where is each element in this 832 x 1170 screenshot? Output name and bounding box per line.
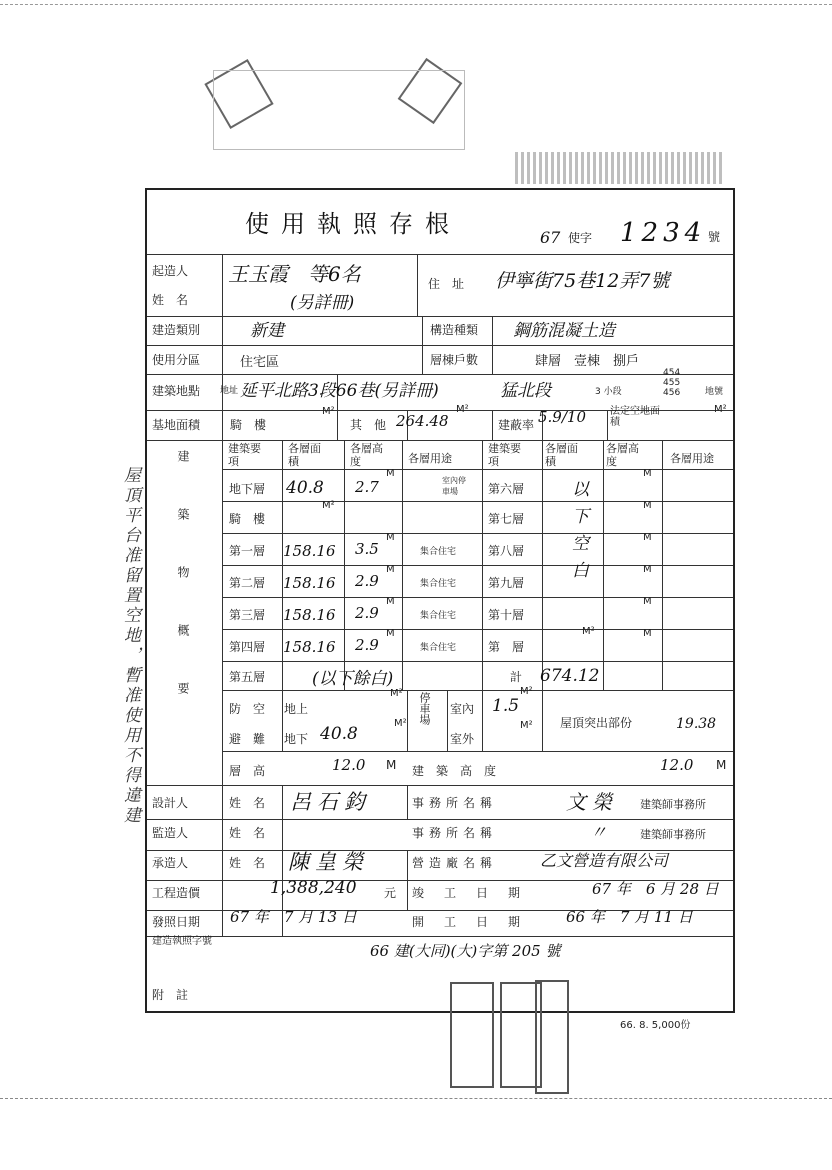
site-address-label: 地址 bbox=[220, 386, 239, 396]
floor-unit-m-right: M bbox=[643, 564, 652, 575]
floor-height-label: 層 高 bbox=[229, 764, 266, 778]
floor-row-area: (以下餘白) bbox=[312, 669, 394, 689]
type-value: 新建 bbox=[250, 321, 284, 341]
side-char: 要 bbox=[176, 682, 190, 740]
approval-stamp-right bbox=[535, 980, 569, 1094]
shelter-label: 防 空 bbox=[229, 702, 266, 716]
permit-number-prefix: 67 bbox=[540, 228, 561, 247]
floor-row-area: 158.16 bbox=[283, 638, 336, 656]
floor-row-area: 40.8 bbox=[286, 478, 324, 498]
arcade-unit: M² bbox=[322, 406, 335, 417]
floor-unit-m2: M² bbox=[322, 500, 335, 511]
evacuation-label: 避 難 bbox=[229, 732, 266, 746]
builder-name-label: 姓 名 bbox=[152, 293, 189, 307]
other-label: 其 他 bbox=[350, 418, 387, 432]
roof-label: 屋頂突出部份 bbox=[560, 716, 633, 730]
structure-label: 構造種類 bbox=[430, 323, 479, 337]
col-use-header: 各層用途 bbox=[408, 452, 452, 465]
issue-date-label: 發照日期 bbox=[152, 915, 201, 929]
site-lot-small: 3 小段 bbox=[595, 387, 622, 397]
permit-number-suffix: 號 bbox=[708, 230, 721, 244]
floor-row-name: 第三層 bbox=[229, 608, 266, 622]
coverage-label: 建蔽率 bbox=[498, 418, 535, 432]
other-unit: M² bbox=[456, 404, 469, 415]
shelter-below-unit: M² bbox=[394, 718, 407, 729]
side-char: 築 bbox=[176, 508, 190, 566]
other-value: 264.48 bbox=[396, 412, 449, 430]
shelter-below-value: 40.8 bbox=[320, 724, 358, 744]
supervisor-office-label: 事務所名稱 bbox=[412, 826, 498, 840]
indoor-unit: M² bbox=[520, 686, 533, 697]
floor-unit-m-right: M bbox=[643, 500, 652, 511]
building-height-value: 12.0 bbox=[660, 756, 694, 774]
arcade-label: 騎 樓 bbox=[230, 418, 267, 432]
floor-unit-m-right: M bbox=[643, 532, 652, 543]
floor-unit-m: M bbox=[386, 596, 395, 607]
site-lot-area: 猛北段 bbox=[500, 381, 551, 401]
print-note: 66. 8. 5,000份 bbox=[620, 1020, 691, 1031]
designer-office-suffix: 建築師事務所 bbox=[640, 798, 706, 811]
cost-label: 工程造價 bbox=[152, 886, 201, 900]
floor-row-height: 2.9 bbox=[355, 572, 379, 590]
permit-number: 1234 bbox=[620, 218, 707, 248]
floor-height-unit: M bbox=[386, 758, 397, 772]
right-blank-note: 以下空白 bbox=[568, 480, 588, 588]
designer-name: 呂石鈞 bbox=[290, 790, 371, 814]
indoor-value: 1.5 bbox=[492, 696, 520, 716]
col-item-header: 建築要項 bbox=[228, 442, 261, 468]
designer-label: 設計人 bbox=[152, 796, 189, 810]
floor-unit-m: M bbox=[386, 564, 395, 575]
permit-label: 建造執照字號 bbox=[152, 936, 212, 947]
side-char: 概 bbox=[176, 624, 190, 682]
col-area-header-right: 各層面積 bbox=[545, 442, 578, 468]
floor-row-height: 2.9 bbox=[355, 604, 379, 622]
floor-row-name: 第六層 bbox=[488, 482, 525, 496]
designer-office: 文榮 bbox=[566, 790, 618, 814]
floor-unit-m: M bbox=[386, 468, 395, 479]
parking-label: 停車場 bbox=[418, 692, 431, 725]
floor-row-area: 158.16 bbox=[283, 574, 336, 592]
coverage-value: 5.9/10 bbox=[538, 408, 586, 426]
indoor-label: 室內 bbox=[450, 702, 475, 716]
shelter-above-unit: M² bbox=[390, 688, 403, 699]
notes-label: 附 註 bbox=[152, 988, 189, 1002]
floor-row-use: 室內停車場 bbox=[442, 476, 466, 496]
outdoor-label: 室外 bbox=[450, 732, 475, 746]
company-value: 乙文營造有限公司 bbox=[540, 851, 669, 870]
shelter-above-label: 地上 bbox=[284, 702, 309, 716]
issue-date-value: 67 年 7 月 13 日 bbox=[230, 908, 357, 926]
address-label: 住 址 bbox=[428, 277, 465, 291]
floor-unit-m: M bbox=[386, 532, 395, 543]
outdoor-unit: M² bbox=[520, 720, 533, 731]
type-label: 建造類別 bbox=[152, 323, 201, 337]
floors-label: 層棟戶數 bbox=[430, 353, 479, 367]
floor-row-name: 第十層 bbox=[488, 608, 525, 622]
site-area-label: 基地面積 bbox=[152, 418, 201, 432]
start-date-value: 66 年 7 月 11 日 bbox=[566, 908, 693, 926]
builder-value: 王玉霞 等6名 bbox=[228, 262, 361, 286]
legal-open-area-unit: M² bbox=[714, 404, 727, 415]
floor-row-name: 第四層 bbox=[229, 640, 266, 654]
contractor-label: 承造人 bbox=[152, 856, 189, 870]
building-height-unit: M bbox=[716, 758, 727, 772]
designer-office-label: 事務所名稱 bbox=[412, 796, 498, 810]
roof-value: 19.38 bbox=[676, 716, 717, 732]
contractor-name: 陳皇榮 bbox=[288, 850, 369, 874]
legal-open-area-label: 法定空地面積 bbox=[610, 406, 660, 428]
permit-value: 66 建(大同)(大)字第 205 號 bbox=[370, 942, 561, 960]
builder-value-note: (另詳冊) bbox=[290, 293, 355, 313]
floor-unit-m2-right: M² bbox=[582, 626, 595, 637]
floors-value: 肆層 壹棟 捌戶 bbox=[535, 354, 640, 369]
site-lot-numbers: 454 455 456 bbox=[663, 368, 681, 398]
floor-row-name: 計 bbox=[510, 670, 523, 684]
margin-note: 屋頂平台准留置空地，暫准使用不得違建 bbox=[120, 466, 140, 826]
floor-row-use: 集合住宅 bbox=[420, 643, 457, 653]
floor-row-area: 158.16 bbox=[283, 606, 336, 624]
floor-row-use: 集合住宅 bbox=[420, 611, 457, 621]
floor-row-name: 第七層 bbox=[488, 512, 525, 526]
floor-unit-m-right: M bbox=[643, 596, 652, 607]
col-area-header: 各層面積 bbox=[288, 442, 321, 468]
floor-unit-m-right: M bbox=[643, 628, 652, 639]
side-char: 建 bbox=[176, 450, 190, 508]
contractor-name-label: 姓 名 bbox=[229, 856, 266, 870]
floor-unit-m-right: M bbox=[643, 468, 652, 479]
col-height-header: 各層高度 bbox=[350, 442, 383, 468]
supervisor-office: 〃 bbox=[590, 823, 607, 843]
floor-row-use: 集合住宅 bbox=[420, 579, 457, 589]
col-use-header-right: 各層用途 bbox=[670, 452, 714, 465]
site-lot-suffix: 地號 bbox=[705, 387, 724, 397]
floor-row-name: 第一層 bbox=[229, 544, 266, 558]
col-item-header-right: 建築要項 bbox=[488, 442, 521, 468]
cost-unit: 元 bbox=[384, 886, 397, 900]
top-right-stamp-text bbox=[515, 152, 725, 184]
site-address-value: 延平北路3段66巷(另詳冊) bbox=[240, 381, 439, 401]
top-scan-noise bbox=[0, 0, 832, 5]
complete-date-value: 67 年 6 月 28 日 bbox=[592, 880, 719, 898]
complete-date-label: 竣 工 日 期 bbox=[412, 886, 525, 900]
permit-number-word: 使字 bbox=[568, 231, 593, 245]
floor-height-value: 12.0 bbox=[332, 756, 366, 774]
floor-row-name: 騎 樓 bbox=[229, 512, 266, 526]
col-height-header-right: 各層高度 bbox=[606, 442, 639, 468]
floor-row-name: 第 層 bbox=[488, 640, 525, 654]
total-area-value: 674.12 bbox=[540, 666, 600, 686]
floor-row-name: 第五層 bbox=[229, 670, 266, 684]
side-char: 物 bbox=[176, 566, 190, 624]
designer-name-label: 姓 名 bbox=[229, 796, 266, 810]
approval-stamp-left bbox=[450, 982, 494, 1088]
floor-row-use: 集合住宅 bbox=[420, 547, 457, 557]
shelter-below-label: 地下 bbox=[284, 732, 309, 746]
supervisor-label: 監造人 bbox=[152, 826, 189, 840]
building-summary-side bbox=[175, 450, 192, 770]
floor-row-name: 第九層 bbox=[488, 576, 525, 590]
building-height-label: 建 築 高 度 bbox=[412, 764, 497, 778]
builder-label: 起造人 bbox=[152, 264, 189, 278]
floor-row-area: 158.16 bbox=[283, 542, 336, 560]
start-date-label: 開 工 日 期 bbox=[412, 915, 525, 929]
floor-row-height: 2.7 bbox=[355, 478, 379, 496]
use-zone-value: 住宅區 bbox=[240, 355, 280, 370]
company-label: 營造廠名稱 bbox=[412, 856, 498, 870]
form-title: 使用執照存根 bbox=[245, 210, 461, 238]
supervisor-name-label: 姓 名 bbox=[229, 826, 266, 840]
floor-row-name: 第二層 bbox=[229, 576, 266, 590]
site-label: 建築地點 bbox=[152, 384, 201, 398]
floor-row-name: 地下層 bbox=[229, 482, 266, 496]
bottom-scan-noise bbox=[0, 1098, 832, 1101]
floor-row-height: 2.9 bbox=[355, 636, 379, 654]
floor-row-name: 第八層 bbox=[488, 544, 525, 558]
supervisor-office-suffix: 建築師事務所 bbox=[640, 828, 706, 841]
cost-value: 1,388,240 bbox=[270, 878, 357, 898]
floor-unit-m: M bbox=[386, 628, 395, 639]
use-zone-label: 使用分區 bbox=[152, 353, 201, 367]
top-faint-box bbox=[213, 70, 465, 150]
floor-row-height: 3.5 bbox=[355, 540, 379, 558]
structure-value: 鋼筋混凝土造 bbox=[513, 321, 615, 341]
address-value: 伊寧街75巷12弄7號 bbox=[495, 270, 670, 292]
